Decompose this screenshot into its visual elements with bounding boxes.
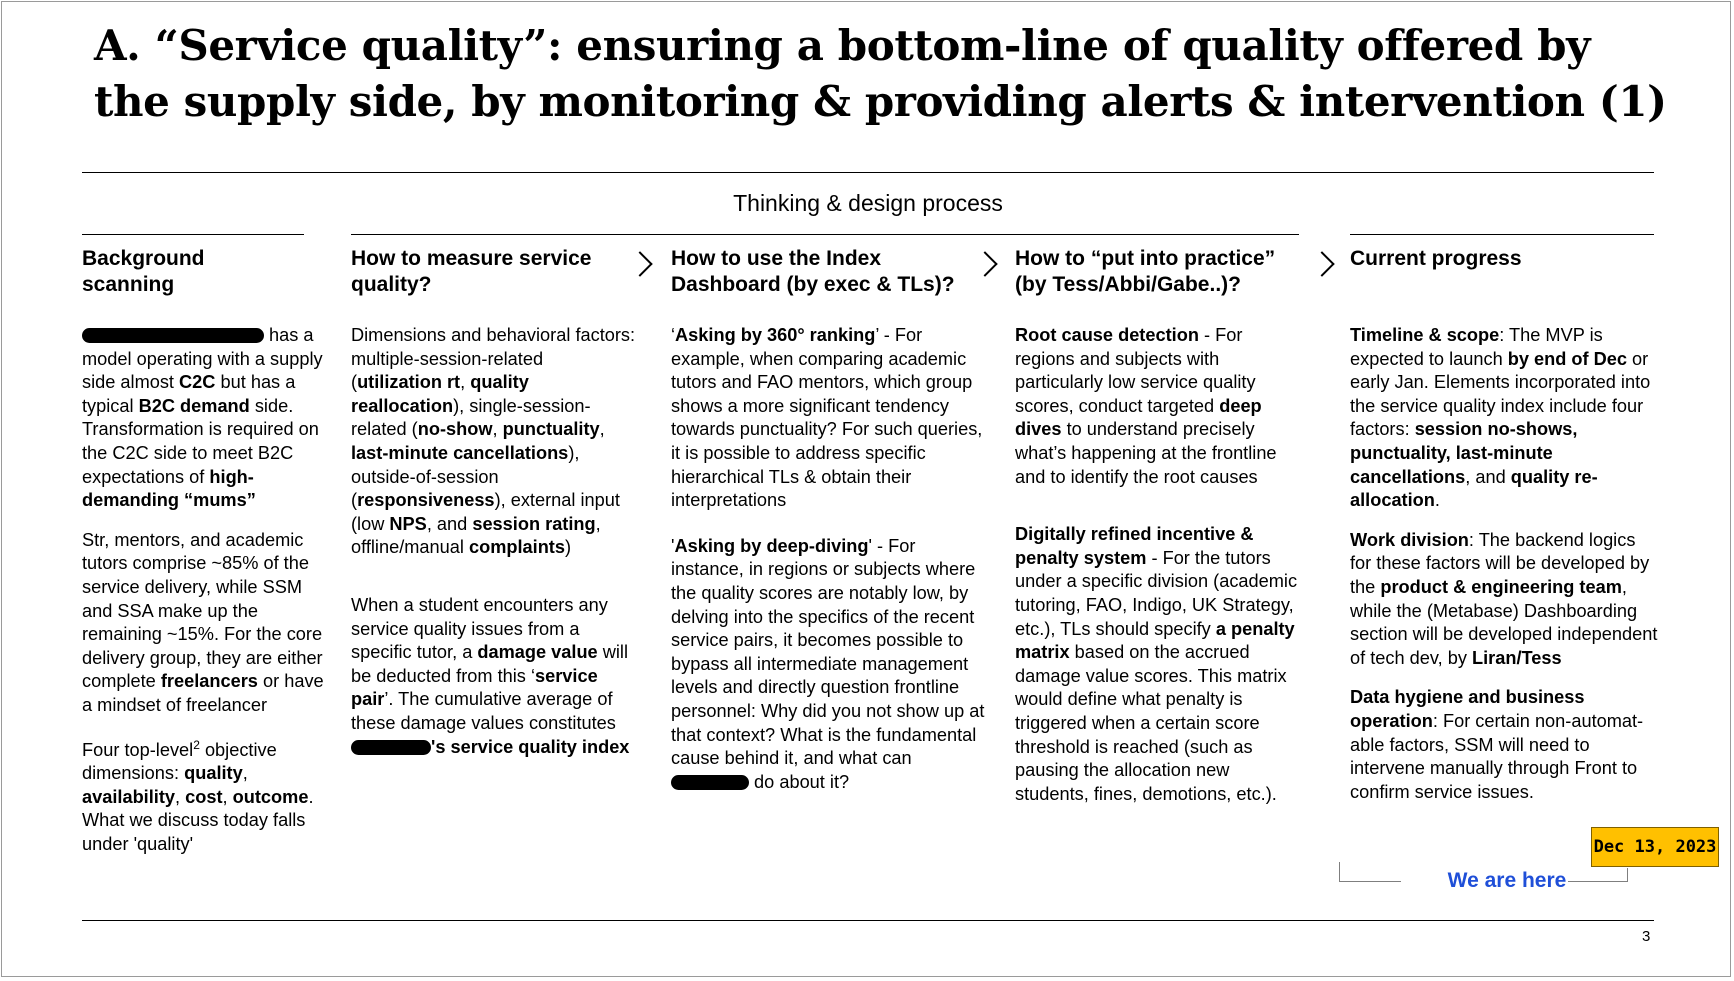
- text: has a model operating with a supply side almost: [82, 325, 323, 393]
- column-heading: [82, 246, 327, 298]
- text: ,: [460, 372, 471, 393]
- chevron-right-icon: [1309, 251, 1334, 276]
- bold-text: quality re-allocation: [1350, 466, 1598, 511]
- title-line-1: A. “Service quality”: ensuring a bottom-line of quality offered by: [94, 21, 1591, 70]
- paragraph: [82, 324, 327, 513]
- bold-text: damage value: [477, 642, 598, 663]
- we-are-here-label: We are here: [1447, 869, 1567, 892]
- paragraph: [1350, 529, 1660, 671]
- redaction-bar: [351, 740, 431, 755]
- text: will be deducted from this ‘: [351, 642, 628, 686]
- date-badge: Dec 13, 2023: [1591, 827, 1719, 867]
- slide: [1, 1, 1731, 977]
- bold-text: quality reallocation: [351, 372, 529, 416]
- text: ), external input (low: [351, 490, 620, 534]
- text: : The backend logics for these factors will be developed by the: [1350, 529, 1650, 597]
- bold-text: no-show: [417, 419, 493, 440]
- text: ), outside-of-session (: [351, 442, 580, 511]
- bold-text: B2C demand: [138, 395, 250, 416]
- title-divider: [82, 172, 1654, 173]
- paragraph: [1350, 324, 1660, 513]
- paragraph: [82, 734, 327, 857]
- bold-text: NPS: [389, 513, 427, 534]
- paragraph: [1015, 324, 1305, 489]
- bold-text: 's service quality index: [431, 736, 630, 757]
- bracket-line-left: [1339, 862, 1340, 882]
- column-rule-process: [351, 234, 1299, 235]
- bold-text: service pair: [351, 665, 598, 710]
- column-heading: Current progress: [1350, 247, 1522, 270]
- bold-text: high-demanding “mums”: [82, 466, 256, 511]
- bold-text: session no-shows, punctuality, last-minute cancellations: [1350, 419, 1578, 487]
- text: ': [671, 535, 675, 556]
- text: Str, mentors, and academic tutors comprise ~85% of the service delivery, while SSM and SSA make up the remaining ~15%. For the core delivery group, they are either complete: [82, 529, 323, 692]
- bold-text: C2C: [179, 372, 216, 393]
- bold-text: session rating: [472, 513, 596, 534]
- bold-text: Digitally refined incentive & penalty system: [1015, 524, 1254, 568]
- bracket-line-right: [1627, 868, 1628, 882]
- heading-line-2: quality?: [351, 273, 432, 296]
- heading-line-2: scanning: [82, 273, 175, 296]
- bold-text: by end of Dec: [1507, 348, 1627, 369]
- text: ), single-session-related (: [351, 395, 591, 440]
- text: - For the tutors under a specific division (academic tutoring, FAO, Indigo, UK Strategy, etc.), TLs should specify: [1015, 547, 1298, 639]
- slide-title: [94, 18, 1714, 130]
- page-number: 3: [1642, 928, 1651, 945]
- text: ,: [492, 419, 503, 440]
- bold-text: Asking by 360° ranking: [675, 325, 876, 345]
- heading-line-1: How to “put into practice”: [1015, 247, 1276, 270]
- text: .: [1434, 490, 1440, 511]
- text: side. Transformation is required on the C2C side to meet B2C expectations of: [82, 395, 319, 487]
- paragraph: [82, 529, 327, 718]
- text: based on the accrued damage value scores. This matrix would define what penalty is triggered when a certain score threshold is reached (such as pausing the allocation new students, fines, demotions, etc.).: [1015, 642, 1287, 804]
- column-put-into-practice: [1015, 246, 1305, 806]
- redaction-bar: [671, 775, 749, 790]
- text: or early Jan. Elements incorporated into the service quality index include four factors:: [1350, 348, 1651, 440]
- heading-line-1: How to measure service: [351, 247, 592, 270]
- text: ’. The cumulative average of these damage values constitutes: [351, 689, 616, 733]
- heading-line-1: Background: [82, 247, 205, 270]
- text: ,: [222, 786, 233, 807]
- text: ): [564, 537, 572, 558]
- footnote-marker: 2: [193, 737, 200, 752]
- text: , and: [1465, 466, 1511, 487]
- bold-text: Timeline & scope: [1350, 325, 1500, 345]
- bold-text: availability: [82, 786, 176, 807]
- bold-text: outcome: [232, 786, 309, 807]
- text: ’ - For example, when comparing academic tutors and FAO mentors, which group shows a more significant tendency towards punctuality? For such queries, it is possible to address specific hierarchical TLs & obtain their interpretations: [671, 325, 983, 511]
- column-heading: [671, 246, 989, 298]
- paragraph: [351, 324, 637, 560]
- text: do about it?: [749, 771, 850, 792]
- text: : The MVP is expected to launch: [1350, 325, 1603, 369]
- bold-text: quality: [184, 763, 243, 784]
- bracket-line-left: [1339, 881, 1401, 882]
- column-index-dashboard: [671, 246, 989, 794]
- text: , offline/manual: [351, 513, 601, 558]
- paragraph: [1015, 523, 1305, 806]
- bold-text: a penalty matrix: [1015, 618, 1295, 663]
- text: ,: [175, 786, 186, 807]
- text: When a student encounters any service quality issues from a specific tutor, a: [351, 594, 608, 663]
- column-rule-background: [82, 234, 304, 235]
- paragraph: [1350, 686, 1660, 804]
- text: to understand precisely what’s happening at the frontline and to identify the root causes: [1015, 419, 1277, 487]
- bold-text: punctuality: [502, 419, 600, 440]
- text: ,: [242, 763, 248, 784]
- text: , and: [426, 513, 473, 534]
- column-current-progress: [1350, 246, 1660, 804]
- bold-text: cost: [185, 786, 223, 807]
- text: ' - For instance, in regions or subjects where the quality scores are notably low, by delving into the specifics of the recent service pairs, it becomes possible to bypass all intermediate management levels and directly question frontline personnel: Why did you not show up at that context? What is the fundamental cause behind it, and what can: [671, 535, 985, 769]
- footer-divider: [82, 920, 1654, 921]
- text: but has a typical: [82, 372, 296, 416]
- column-heading: [1015, 246, 1305, 298]
- redaction-bar: [82, 328, 264, 343]
- text: . What we discuss today falls under 'quality': [82, 786, 314, 854]
- text: Dimensions and behavioral factors: multiple-session-related (: [351, 325, 636, 393]
- column-heading: [351, 246, 637, 298]
- text: Four top-level: [82, 739, 194, 760]
- bold-text: Liran/Tess: [1472, 647, 1562, 668]
- paragraph: [351, 594, 637, 759]
- text: ‘: [671, 325, 676, 345]
- bold-text: complaints: [468, 537, 565, 558]
- column-measure-service-quality: [351, 246, 637, 759]
- column-background-scanning: [82, 246, 327, 857]
- text: , while the (Metabase) Dashboarding section will be developed independent of tech dev, by: [1350, 576, 1658, 668]
- bold-text: Asking by deep-diving: [674, 535, 869, 556]
- section-title: Thinking & design process: [733, 190, 1003, 216]
- bold-text: utilization rt: [357, 372, 461, 393]
- bold-text: Work division: [1350, 529, 1469, 550]
- text: : For certain non-automat-able factors, SSM will need to intervene manually through Front to confirm service issues.: [1350, 710, 1644, 802]
- heading-line-2: (by Tess/Abbi/Gabe..)?: [1015, 273, 1241, 296]
- bold-text: Data hygiene and business operation: [1350, 687, 1585, 731]
- bold-text: product & engineering team: [1380, 576, 1622, 597]
- bold-text: Root cause detection: [1015, 325, 1199, 345]
- bold-text: freelancers: [160, 671, 258, 692]
- text: objective dimensions:: [82, 739, 277, 784]
- bold-text: responsiveness: [357, 490, 495, 511]
- title-line-2: the supply side, by monitoring & providing alerts & intervention (1): [94, 77, 1667, 126]
- column-rule-progress: [1350, 234, 1654, 235]
- heading-line-1: How to use the Index: [671, 247, 882, 270]
- text: or have a mindset of freelancer: [82, 671, 324, 715]
- text: - For regions and subjects with particularly low service quality scores, conduct targeted: [1015, 325, 1256, 416]
- paragraph: [671, 324, 989, 513]
- text: ,: [599, 419, 605, 440]
- bold-text: last-minute cancellations: [351, 442, 569, 463]
- heading-line-2: Dashboard (by exec & TLs)?: [671, 273, 955, 296]
- bold-text: deep dives: [1015, 395, 1262, 440]
- paragraph: [671, 535, 989, 795]
